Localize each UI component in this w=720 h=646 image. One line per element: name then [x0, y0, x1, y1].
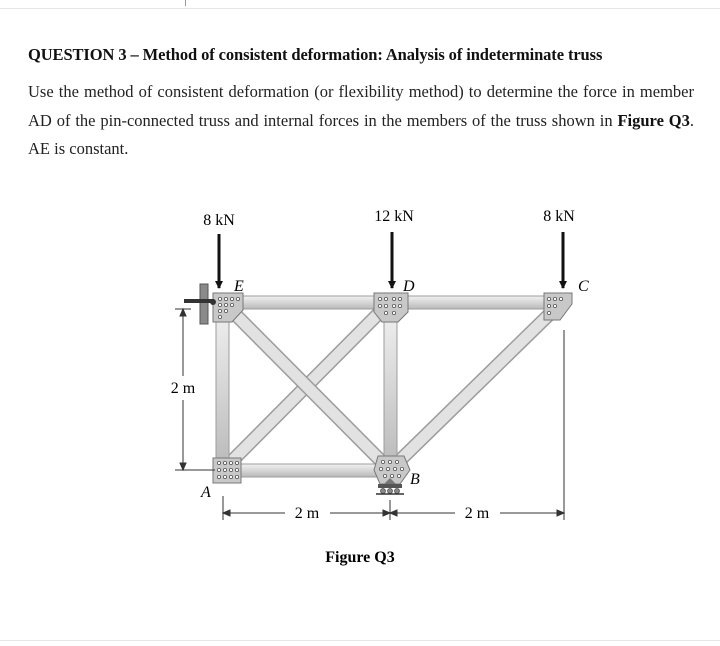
- member-AB: [223, 464, 390, 477]
- node-label-E: E: [234, 278, 244, 295]
- question-title: QUESTION 3 – Method of consistent deformation: Analysis of indeterminate truss: [28, 45, 603, 64]
- node-label-D: D: [403, 278, 415, 295]
- member-DB: [384, 302, 397, 470]
- member-AE: [216, 302, 229, 470]
- member-ED: [223, 296, 390, 309]
- node-label-A: A: [201, 484, 211, 501]
- figure-reference: Figure Q3: [617, 110, 690, 130]
- wall-support-E: [184, 284, 216, 324]
- node-label-B: B: [410, 471, 420, 488]
- load-label-C: 8 kN: [543, 208, 575, 225]
- figure-caption: Figure Q3: [325, 549, 395, 566]
- chord-members: [216, 296, 562, 477]
- node-label-C: C: [578, 278, 589, 295]
- question-body-tail: . AE is constant.: [28, 110, 694, 158]
- member-DC: [390, 296, 562, 309]
- dimension-label-height: 2 m: [170, 380, 196, 397]
- dimension-label-span-left: 2 m: [294, 505, 320, 522]
- loads: [203, 208, 575, 288]
- question-body-lead: Use the method of consistent deformation (or flexibility method) to determine the force in member AD of the pin-connected truss and internal forces in the members of the truss shown in: [28, 82, 694, 130]
- load-label-E: 8 kN: [203, 212, 235, 229]
- load-label-D: 12 kN: [374, 208, 414, 225]
- dimension-label-span-right: 2 m: [464, 505, 490, 522]
- bottom-rule: [0, 640, 720, 641]
